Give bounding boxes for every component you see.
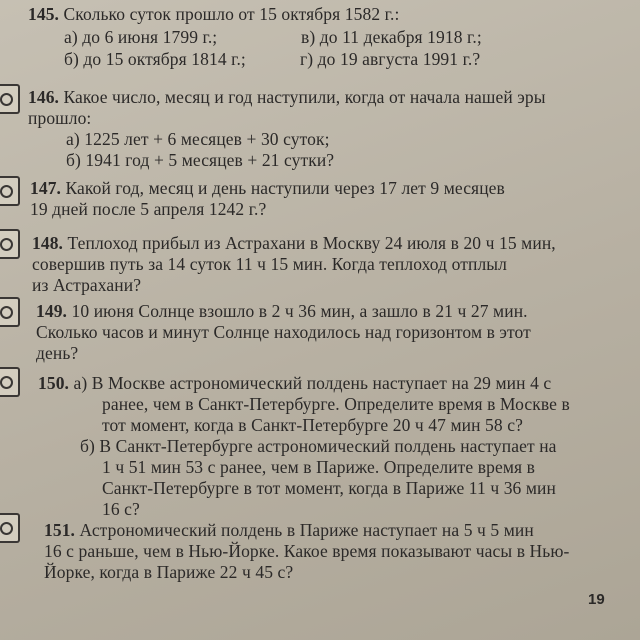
problem-marker-icon xyxy=(0,367,20,397)
problem-number: 147. xyxy=(30,178,62,198)
problem-145-option-v: в) до 11 декабря 1918 г.; xyxy=(301,27,482,47)
problem-marker-icon xyxy=(0,513,20,543)
problem-150-line-3: тот момент, когда в Санкт-Петербурге 20 ч 47 мин 58 с? xyxy=(102,415,523,435)
problem-number: 149. xyxy=(36,301,68,321)
problem-number: 148. xyxy=(32,233,64,253)
problem-146-line-2: прошло: xyxy=(28,108,92,128)
problem-145-option-b: б) до 15 октября 1814 г.; xyxy=(64,49,246,69)
problem-marker-icon xyxy=(0,84,20,114)
problem-148-line-3: из Астрахани? xyxy=(32,275,142,295)
problem-marker-icon xyxy=(0,297,20,327)
problem-marker-icon xyxy=(0,229,20,259)
problem-number: 146. xyxy=(28,87,60,107)
problem-151-line-1: 151. Астрономический полдень в Париже наступает на 5 ч 5 мин xyxy=(44,520,534,540)
problem-149-line-3: день? xyxy=(36,343,79,363)
problem-number: 150. xyxy=(38,373,70,393)
problem-147-line-1: 147. Какой год, месяц и день наступили через 17 лет 9 месяцев xyxy=(30,178,505,198)
problem-number: 145. xyxy=(28,4,60,24)
problem-146-option-a: а) 1225 лет + 6 месяцев + 30 суток; xyxy=(66,129,330,149)
problem-149-line-1: 149. 10 июня Солнце взошло в 2 ч 36 мин, а зашло в 21 ч 27 мин. xyxy=(36,301,528,321)
problem-146-line-1: 146. Какое число, месяц и год наступили, когда от начала нашей эры xyxy=(28,87,546,107)
problem-145-line-1: 145. Сколько суток прошло от 15 октября 1582 г.: xyxy=(28,4,400,24)
problem-marker-icon xyxy=(0,176,20,206)
problem-150-line-1: 150. а) В Москве астрономический полдень наступает на 29 мин 4 с xyxy=(38,373,552,393)
problem-149-line-2: Сколько часов и минут Солнце находилось над горизонтом в этот xyxy=(36,322,531,342)
problem-150-line-4: б) В Санкт-Петербурге астрономический полдень наступает на xyxy=(80,436,557,456)
problem-147-line-2: 19 дней после 5 апреля 1242 г.? xyxy=(30,199,267,219)
problem-145-option-a: а) до 6 июня 1799 г.; xyxy=(64,27,218,47)
problem-146-option-b: б) 1941 год + 5 месяцев + 21 сутки? xyxy=(66,150,335,170)
problem-number: 151. xyxy=(44,520,76,540)
problem-151-line-3: Йорке, когда в Париже 22 ч 45 с? xyxy=(44,562,294,582)
problem-150-line-7: 16 с? xyxy=(102,499,140,519)
problem-150-line-2: ранее, чем в Санкт-Петербурге. Определите время в Москве в xyxy=(102,394,570,414)
problem-145-option-g: г) до 19 августа 1991 г.? xyxy=(300,49,481,69)
problem-148-line-2: совершив путь за 14 суток 11 ч 15 мин. Когда теплоход отплыл xyxy=(32,254,507,274)
page-number: 19 xyxy=(588,591,605,608)
problem-150-line-5: 1 ч 51 мин 53 с ранее, чем в Париже. Определите время в xyxy=(102,457,535,477)
problem-150-line-6: Санкт-Петербурге в тот момент, когда в Париже 11 ч 36 мин xyxy=(102,478,556,498)
problem-151-line-2: 16 с раньше, чем в Нью-Йорке. Какое время показывают часы в Нью- xyxy=(44,541,570,561)
problem-148-line-1: 148. Теплоход прибыл из Астрахани в Москву 24 июля в 20 ч 15 мин, xyxy=(32,233,556,253)
